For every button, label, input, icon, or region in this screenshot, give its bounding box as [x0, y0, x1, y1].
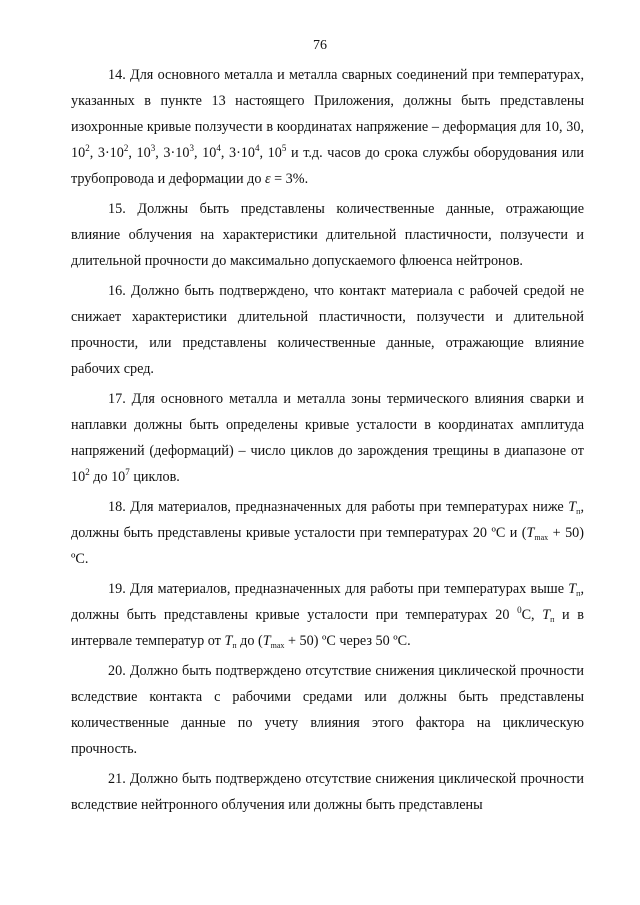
paragraph-20: 20. Должно быть подтверждено отсутствие снижения циклической прочности вследствие контакта с рабочими средами или должны быть представлены количественные данные по учету влияния этого фактора на циклическую прочность. — [71, 663, 584, 757]
paragraph-16: 16. Должно быть подтверждено, что контакт материала с рабочей средой не снижает характеристики длительной пластичности, ползучести и длительной прочности, или представлены количественные данные, отражающие влияние рабочих сред. — [71, 283, 584, 377]
document-body — [71, 62, 584, 822]
paragraph-21: 21. Должно быть подтверждено отсутствие снижения циклической прочности вследствие нейтронного облучения или должны быть представлены — [71, 771, 584, 813]
paragraph-19: 19. Для материалов, предназначенных для работы при температурах выше $T_п$, должны быть представлены кривые усталости при температурах 20 $^0$С, $T_п$ и в интервале температур от $T_п$ до $(T_{max} + 50)$ ºС через 50 ºС. — [71, 581, 584, 650]
paragraph-17: 17. Для основного металла и металла зоны термического влияния сварки и наплавки должны быть определены кривые усталости в координатах амплитуда напряжений (деформаций) – число циклов до зарождения трещины в диапазоне от $10^2$ до $10^7$ циклов. — [71, 391, 584, 485]
paragraph-15: 15. Должны быть представлены количественные данные, отражающие влияние облучения на характеристики длительной пластичности, ползучести и длительной прочности до максимально допускаемого флюенса нейтронов. — [71, 201, 584, 269]
paragraph-18: 18. Для материалов, предназначенных для работы при температурах ниже $T_п$, должны быть представлены кривые усталости при температурах 20 ºС и $(T_{max} + 50)$ ºС. — [71, 499, 584, 567]
paragraph-14: 14. Для основного металла и металла сварных соединений при температурах, указанных в пункте 13 настоящего Приложения, должны быть представлены изохронные кривые ползучести в координатах напряжение – деформация для 10, 30, $10^2$, $3\cdot 10^2$, $10^3$, $3\cdot 10^3$, $10^4$, $3\cdot 10^4$, $10^5$ и т.д. часов до срока службы оборудования или трубопровода и деформации до ε = 3%. — [71, 67, 585, 187]
page-number: 76 — [313, 38, 327, 53]
